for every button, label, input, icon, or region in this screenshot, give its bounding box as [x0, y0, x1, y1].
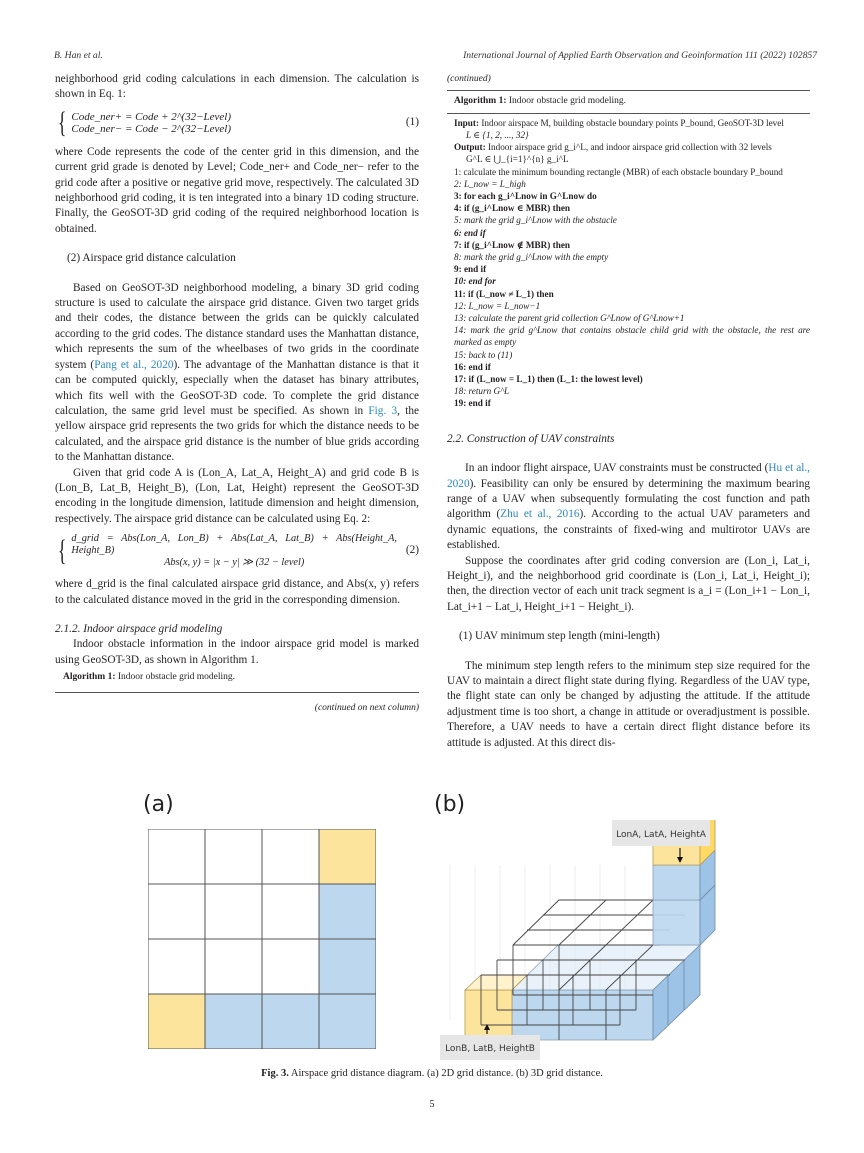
caption-text: Airspace grid distance diagram. (a) 2D grid distance. (b) 3D grid distance.	[288, 1068, 603, 1079]
paragraph: Given that grid code A is (Lon_A, Lat_A, Height_A) and grid code B is (Lon_B, Lat_B, Height_B), (Lon, Lat, Height) represent the GeoSOT-3D encoding in the longitude dimension, latitude dimension and height dimension, respectively. The airspace grid distance can be calculated using Eq. 2:	[55, 466, 419, 525]
paragraph: Suppose the coordinates after grid coding conversion are (Lon_i, Lat_i, Height_i), and the neighborhood grid coordinate is (Lon_i, Lat_i, Height_i); then, the direction vector of each unit track segment is a_i = (Lon_i+1 − Lon_i, Lat_i+1 − Lat_i, Height_i+1 − Height_i).	[447, 554, 810, 613]
continued-note: (continued)	[447, 74, 491, 84]
text: ). Feasibility can only be ensured by determining the maximum bearing range of a UAV when subsequently formulating the cost function and path algorithm (	[447, 477, 810, 521]
text: In an indoor flight airspace, UAV constraints must be constructed (	[465, 462, 769, 475]
algorithm-output	[454, 141, 810, 153]
equation-line: Code_ner+ = Code + 2^(32−Level)	[71, 110, 231, 123]
paragraph: neighborhood grid coding calculations in each dimension. The calculation is shown in Eq. 1:	[55, 73, 419, 101]
grid-cell-empty	[262, 939, 319, 994]
running-header-journal: International Journal of Applied Earth Observation and Geoinformation 111 (2022) 102857	[463, 50, 817, 61]
algorithm-line: 18: return G^L	[454, 386, 510, 397]
algorithm-line: 13: calculate the parent grid collection G^Lnow of G^Lnow+1	[454, 313, 685, 324]
text: Indoor airspace M, building obstacle boundary points P_bound, GeoSOT-3D level	[479, 117, 784, 128]
equation-number: (1)	[405, 116, 419, 129]
algorithm-line: 12: L_now = L_now−1	[454, 300, 541, 311]
figure-caption	[0, 1068, 864, 1079]
subsection-heading: (1) UAV minimum step length (mini-length)	[459, 630, 660, 643]
subsection-heading: (2) Airspace grid distance calculation	[67, 252, 236, 265]
algorithm-title	[447, 90, 810, 113]
caption-label: Fig. 3.	[261, 1068, 289, 1079]
grid-cell-blue	[319, 939, 376, 994]
algorithm-input-cont: L ∈ {1, 2, ..., 32}	[466, 130, 529, 141]
section-heading: 2.1.2. Indoor airspace grid modeling	[55, 622, 223, 635]
algorithm-line: 6: end if	[454, 227, 486, 238]
grid-cell-blue	[319, 994, 376, 1049]
algorithm-line: 7: if (g_i^Lnow ∉ MBR) then	[454, 239, 571, 250]
grid-cell-empty	[205, 939, 262, 994]
cube-a-label: LonA, LatA, HeightA	[616, 830, 706, 840]
section-heading: 2.2. Construction of UAV constraints	[447, 432, 615, 445]
algorithm-line: 5: mark the grid g_i^Lnow with the obstacle	[454, 215, 617, 226]
left-column	[55, 72, 419, 716]
paragraph: Indoor obstacle information in the indoor airspace grid model is marked using GeoSOT-3D, as shown in Algorithm 1.	[55, 638, 419, 666]
label: Algorithm 1:	[63, 672, 116, 683]
algorithm-line: 11: if (L_now ≠ L_1) then	[454, 288, 554, 299]
grid-cell-empty	[262, 884, 319, 939]
algorithm-line: 16: end if	[454, 361, 491, 372]
figure-link[interactable]: Fig. 3	[368, 404, 398, 417]
right-column	[447, 72, 810, 751]
algorithm-line: 8: mark the grid g_i^Lnow with the empty	[454, 252, 609, 263]
algorithm-line: 15: back to (11)	[454, 349, 513, 360]
algorithm-line: 19: end if	[454, 398, 491, 409]
algorithm-caption	[63, 670, 419, 685]
tower-blue-front	[653, 865, 700, 900]
equation-line: Abs(x, y) = |x − y| ≫ (32 − level)	[164, 557, 305, 569]
text: ). According to the actual UAV parameters and dynamic equations, the constraints of fixed-wing and multirotor UAVs are established.	[447, 508, 810, 552]
cube-a-annotation	[612, 820, 742, 865]
algorithm-line: 9: end if	[454, 264, 487, 275]
label: Output:	[454, 142, 486, 153]
citation-link[interactable]: Hu et al., 2020	[447, 462, 810, 490]
grid-cell-yellow	[319, 829, 376, 884]
arrow-down-icon	[677, 857, 683, 863]
running-header-authors: B. Han et al.	[54, 50, 103, 61]
text: Indoor obstacle grid modeling.	[506, 96, 627, 107]
grid-cell-empty	[148, 884, 205, 939]
equation-number: (2)	[405, 544, 419, 557]
divider	[55, 692, 419, 693]
algorithm-line: 4: if (g_i^Lnow ∈ MBR) then	[454, 203, 571, 214]
figure-2d-grid	[148, 829, 376, 1049]
text: Indoor obstacle grid modeling.	[115, 672, 236, 683]
algorithm-line: 3: for each g_i^Lnow in G^Lnow do	[454, 191, 597, 202]
citation-link[interactable]: Zhu et al., 2016	[500, 508, 580, 521]
cube-b-label: LonB, LatB, HeightB	[445, 1044, 535, 1054]
grid-cell-blue	[319, 884, 376, 939]
label: Algorithm 1:	[454, 96, 507, 107]
equation-line: Code_ner− = Code − 2^(32−Level)	[71, 122, 231, 135]
grid-cell-blue	[262, 994, 319, 1049]
text: Indoor airspace grid g_i^L, and indoor airspace grid collection with 32 levels	[485, 142, 772, 153]
algorithm-output-cont: G^L ∈ ⋃_{i=1}^{n} g_i^L	[466, 154, 569, 165]
page-number: 5	[429, 1099, 435, 1110]
grid-cell-empty	[148, 939, 205, 994]
equation-2	[55, 533, 419, 569]
paragraph: The minimum step length refers to the minimum step size required for the UAV to maintain a direct flight state during flying. Regardless of the UAV type, the flight state can only be changed by adjusting the attitude. If the attitude adjustment time is too short, a change in attitude or overadjustment is possible. Therefore, a UAV needs to have a certain direct flight distance before its attitude is adjusted. At this direct dis-	[447, 659, 810, 749]
grid-cell-empty	[205, 829, 262, 884]
paragraph: where Code represents the code of the center grid in this dimension, and the current grid grade is denoted by Level; Code_ner+ and Code_ner− refer to the grid code after a positive or negative grid move, respectively. The calculated 3D neighborhood grid coding, it is ten integrated into a binary 1D coding structure. Finally, the GeoSOT-3D grid coding of the required neighborhood location is obtained.	[55, 145, 419, 235]
grid-cell-empty	[262, 829, 319, 884]
grid-cell-empty	[148, 829, 205, 884]
tower-blue-front-lower	[653, 900, 700, 945]
equation-line: d_grid = Abs(Lon_A, Lon_B) + Abs(Lat_A, Lat_B) + Abs(Height_A, Height_B)	[71, 533, 397, 557]
text: ). The advantage of the Manhattan distance is that it can be computed quickly, especially when the dataset has binary attributes, which fits well with the GeoSOT-3D code. To complete the grid distance calculation, the same grid level must be specified. As shown in	[55, 358, 419, 417]
continued-note: (continued on next column)	[314, 702, 419, 713]
text: , the yellow airspace grid represents the two grids for which the distance needs to be calculated, and the airspace grid distance is the number of blue grids according to the Manhattan distance.	[55, 404, 419, 464]
brace: {	[57, 105, 67, 139]
algorithm-line: 2: L_now = L_high	[454, 178, 526, 189]
grid-cell-yellow	[148, 994, 205, 1049]
algorithm-line: 10: end for	[454, 276, 496, 287]
algorithm-line: 17: if (L_now = L_1) then (L_1: the lowest level)	[454, 374, 643, 385]
algorithm-line: 1: calculate the minimum bounding rectangle (MBR) of each obstacle boundary P_bound	[454, 166, 783, 177]
paragraph	[447, 461, 810, 553]
paragraph	[55, 281, 419, 466]
equation-1	[55, 105, 419, 139]
panel-a-label: (a)	[143, 792, 174, 817]
cube-b-annotation	[440, 1020, 560, 1062]
brace: {	[57, 534, 67, 568]
citation-link[interactable]: Pang et al., 2020	[94, 358, 174, 371]
algorithm-line: 14: mark the grid g^Lnow that contains obstacle child grid with the obstacle, the rest are marked as empty	[454, 325, 810, 348]
grid-cell-empty	[205, 884, 262, 939]
panel-b-label: (b)	[434, 792, 466, 817]
algorithm-input	[454, 117, 810, 129]
algorithm-body	[447, 117, 810, 410]
label: Input:	[454, 117, 480, 128]
grid-cell-blue	[205, 994, 262, 1049]
text: Based on GeoSOT-3D neighborhood modeling, a binary 3D grid coding structure is used to calculate the airspace grid distance. Given two target grids and their codes, the distance between the grids can be quickly calculated according to the grid codes. The distance standard uses the Manhattan distance, which represents the sum of the wheelbases of two grids in the coordinate system (	[55, 281, 419, 371]
paragraph: where d_grid is the final calculated airspace grid distance, and Abs(x, y) refers to the calculated distance moved in the grid in the corresponding dimension.	[55, 578, 419, 606]
